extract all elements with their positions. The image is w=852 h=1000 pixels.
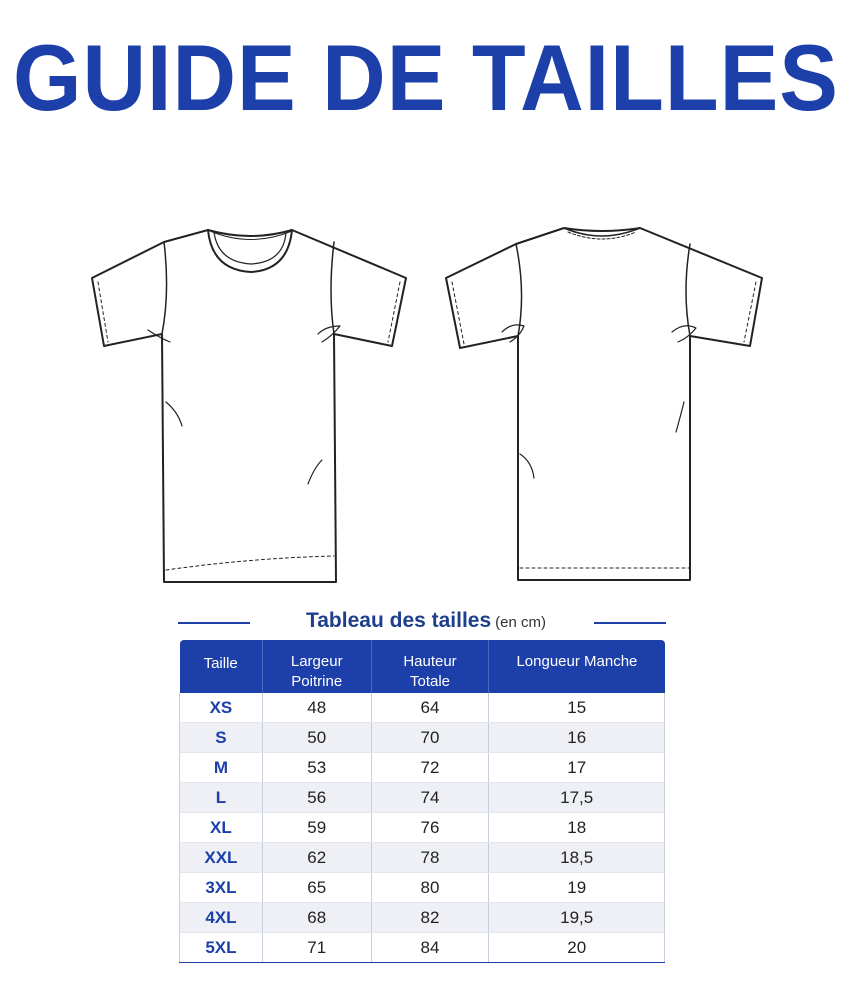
cell-height: 78 xyxy=(371,843,489,873)
caption-divider-right xyxy=(594,622,666,624)
tshirt-back-icon xyxy=(440,222,770,592)
table-row xyxy=(180,903,665,933)
cell-height: 64 xyxy=(371,693,489,723)
cell-sleeve: 17,5 xyxy=(489,783,665,813)
cell-sleeve: 17 xyxy=(489,753,665,783)
cell-size: M xyxy=(180,753,263,783)
cell-height: 80 xyxy=(371,873,489,903)
cell-sleeve: 19,5 xyxy=(489,903,665,933)
table-header-row xyxy=(180,640,665,693)
cell-sleeve: 20 xyxy=(489,933,665,963)
size-table xyxy=(179,640,665,963)
cell-sleeve: 18,5 xyxy=(489,843,665,873)
cell-size: 5XL xyxy=(180,933,263,963)
cell-chest: 62 xyxy=(262,843,371,873)
table-caption: Tableau des tailles (en cm) xyxy=(305,609,547,632)
cell-size: S xyxy=(180,723,263,753)
cell-height: 74 xyxy=(371,783,489,813)
table-row xyxy=(180,783,665,813)
cell-height: 70 xyxy=(371,723,489,753)
cell-size: XXL xyxy=(180,843,263,873)
cell-height: 84 xyxy=(371,933,489,963)
cell-height: 72 xyxy=(371,753,489,783)
header-sleeve: Longueur Manche xyxy=(489,640,665,693)
cell-sleeve: 19 xyxy=(489,873,665,903)
cell-height: 76 xyxy=(371,813,489,843)
caption-divider-left xyxy=(178,622,250,624)
table-row xyxy=(180,753,665,783)
cell-size: L xyxy=(180,783,263,813)
cell-chest: 48 xyxy=(262,693,371,723)
table-row xyxy=(180,843,665,873)
table-row xyxy=(180,873,665,903)
cell-chest: 68 xyxy=(262,903,371,933)
cell-sleeve: 15 xyxy=(489,693,665,723)
cell-size: XL xyxy=(180,813,263,843)
cell-chest: 50 xyxy=(262,723,371,753)
cell-chest: 71 xyxy=(262,933,371,963)
header-height: Hauteur Totale xyxy=(371,640,489,693)
page-title: GUIDE DE TAILLES xyxy=(13,25,839,130)
cell-sleeve: 18 xyxy=(489,813,665,843)
header-chest: Largeur Poitrine xyxy=(262,640,371,693)
cell-chest: 56 xyxy=(262,783,371,813)
table-row xyxy=(180,933,665,963)
cell-size: 3XL xyxy=(180,873,263,903)
cell-sleeve: 16 xyxy=(489,723,665,753)
table-row xyxy=(180,723,665,753)
tshirt-front-icon xyxy=(86,222,416,592)
cell-size: 4XL xyxy=(180,903,263,933)
cell-size: XS xyxy=(180,693,263,723)
table-caption-area xyxy=(0,606,852,638)
cell-height: 82 xyxy=(371,903,489,933)
table-row xyxy=(180,693,665,723)
table-unit: (en cm) xyxy=(495,614,547,631)
cell-chest: 59 xyxy=(262,813,371,843)
header-size: Taille xyxy=(180,640,263,693)
cell-chest: 53 xyxy=(262,753,371,783)
table-row xyxy=(180,813,665,843)
cell-chest: 65 xyxy=(262,873,371,903)
